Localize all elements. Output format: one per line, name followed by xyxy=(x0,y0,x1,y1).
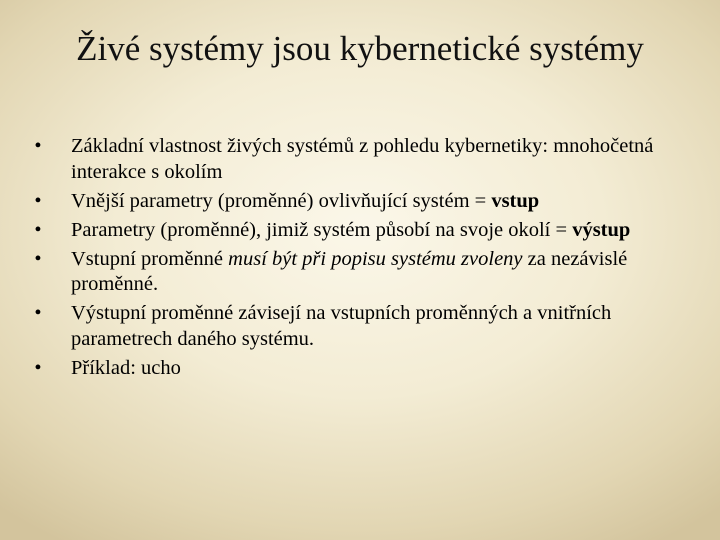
bullet-item-3 xyxy=(28,218,678,244)
bullet-bold-term: vstup xyxy=(491,189,540,212)
bullet-item-5 xyxy=(28,301,678,352)
bullet-text: Parametry (proměnné), jimiž systém působí na svoje okolí = xyxy=(71,218,573,241)
bullet-list xyxy=(28,134,678,385)
bullet-item-2 xyxy=(28,189,678,215)
slide-title: Živé systémy jsou kybernetické systémy xyxy=(76,29,644,68)
bullet-text: Výstupní proměnné závisejí na vstupních proměnných a vnitřních parametrech daného systému. xyxy=(71,302,612,350)
bullet-item-6 xyxy=(28,356,678,382)
bullet-bold-term: výstup xyxy=(572,218,631,241)
bullet-marker: • xyxy=(34,247,42,270)
bullet-marker: • xyxy=(34,189,42,212)
bullet-marker: • xyxy=(34,302,42,324)
bullet-text: Příklad: ucho xyxy=(71,356,181,379)
bullet-text: Vnější parametry (proměnné) ovlivňující systém = xyxy=(71,189,492,212)
bullet-item-1 xyxy=(28,134,678,185)
bullet-text-tail: za nezávislé proměnné. xyxy=(71,247,628,295)
bullet-item-4 xyxy=(28,247,678,298)
bullet-text: Základní vlastnost živých systémů z pohledu kybernetiky: mnohočetná interakce s okolím xyxy=(71,135,654,183)
bullet-marker: • xyxy=(34,135,42,157)
bullet-marker: • xyxy=(34,356,42,379)
bullet-text: Vstupní proměnné xyxy=(71,247,229,270)
bullet-italic-text: musí být při popisu systému zvoleny xyxy=(228,247,523,270)
bullet-marker: • xyxy=(34,218,42,241)
